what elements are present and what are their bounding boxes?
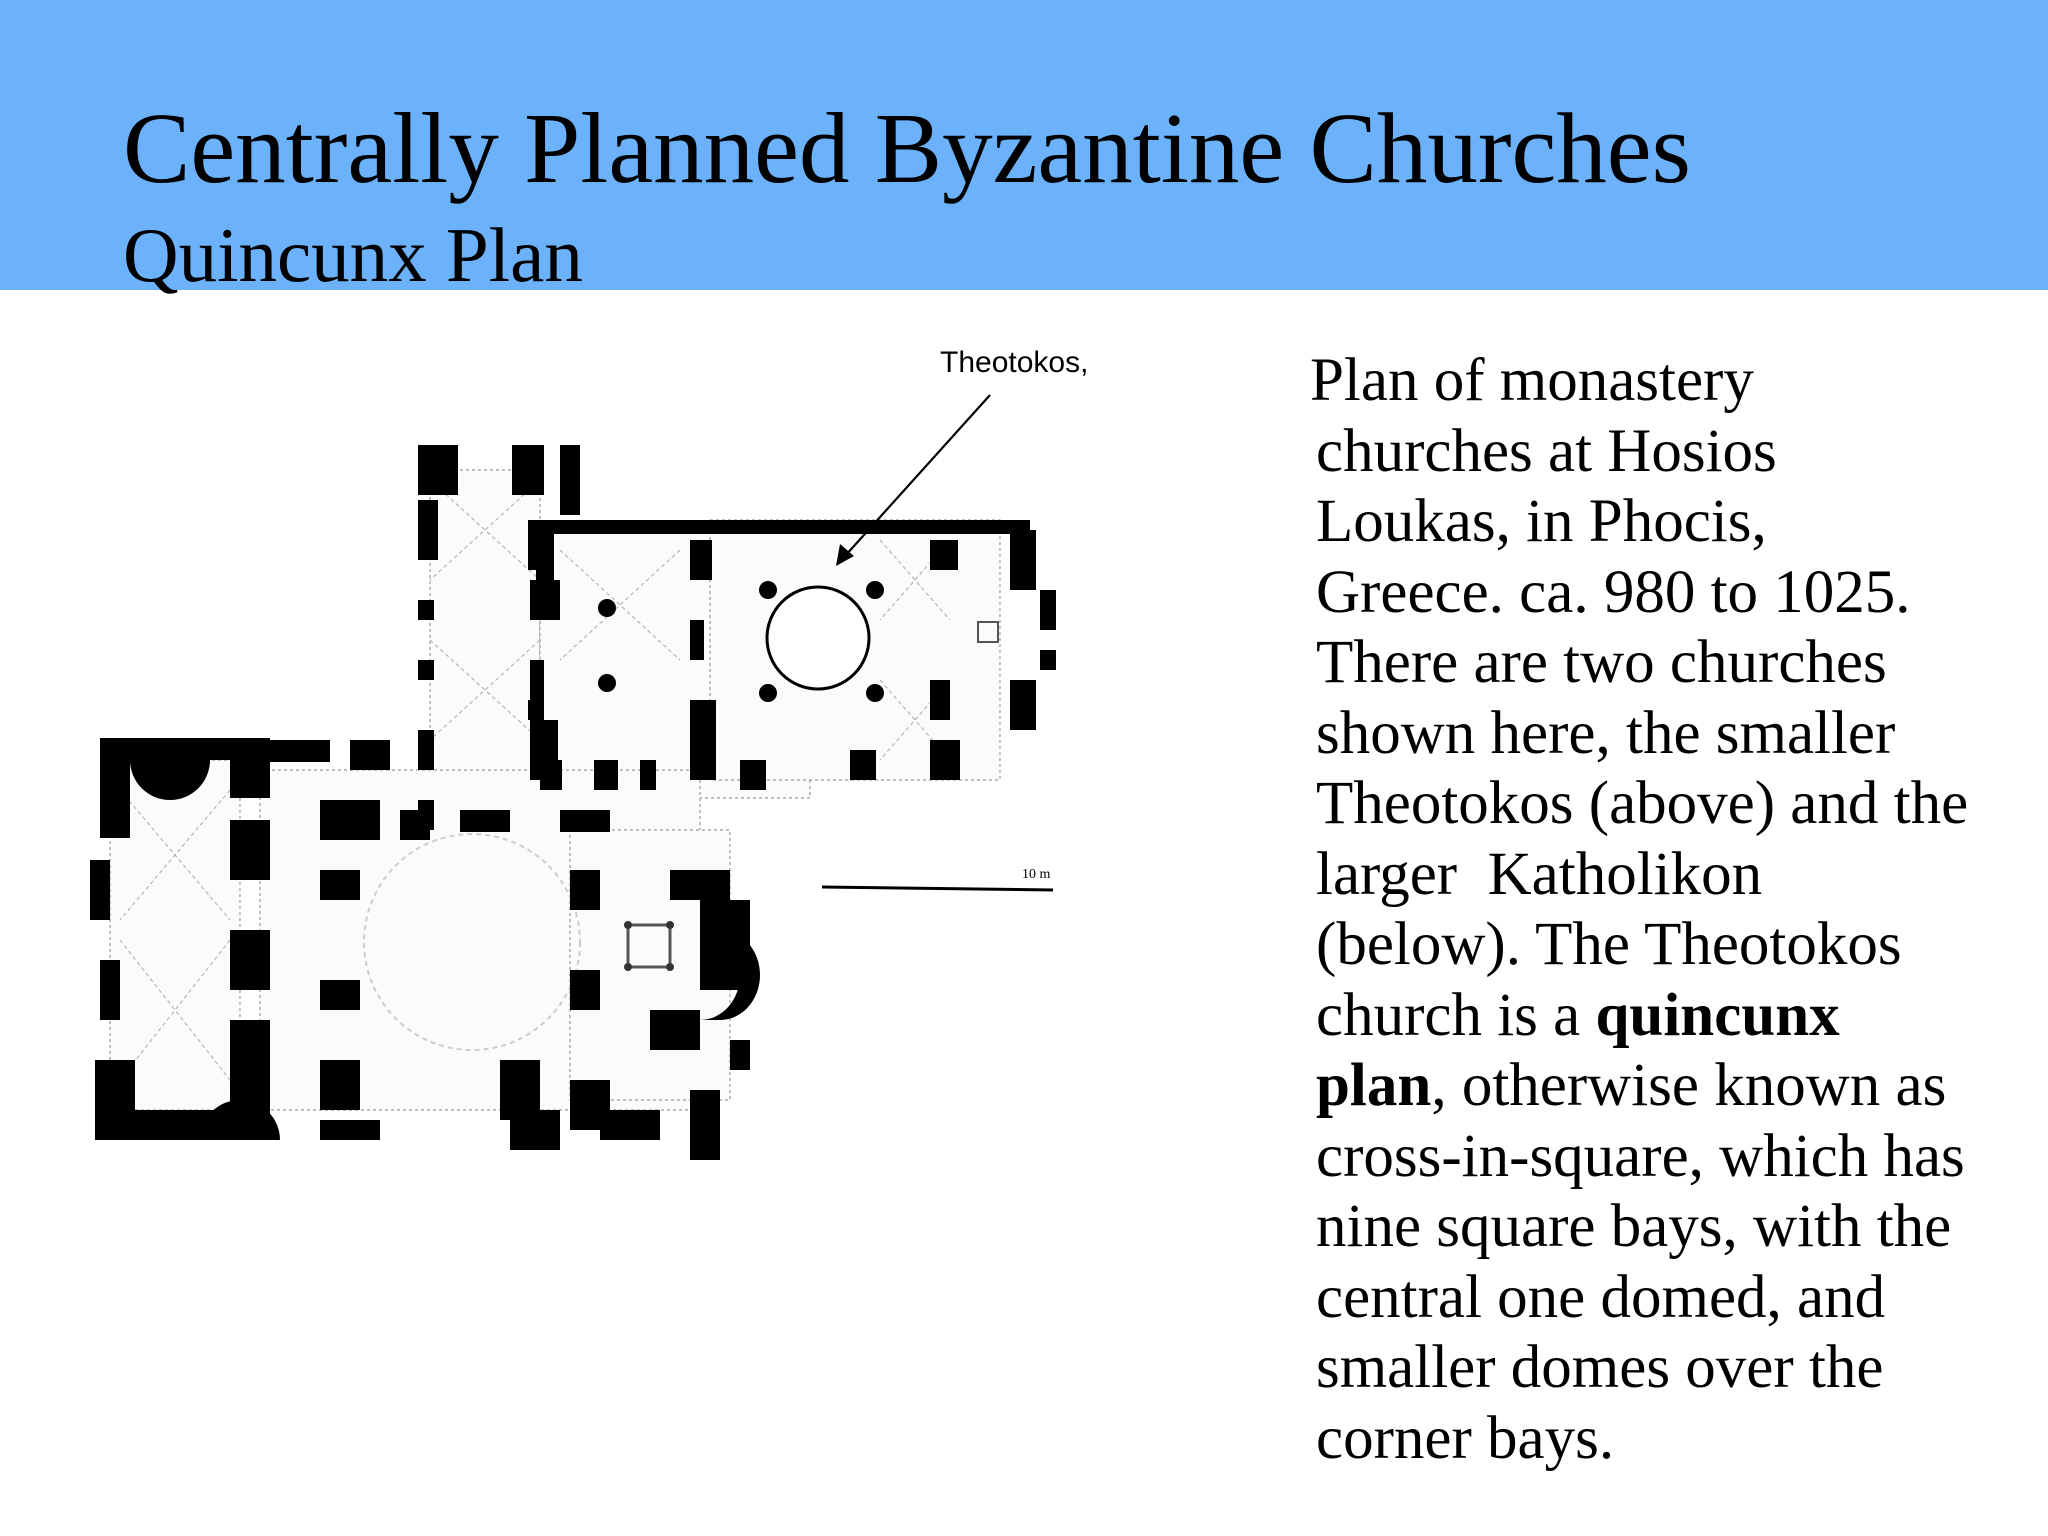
body-line bbox=[1316, 981, 2036, 1052]
body-line: Greece. ca. 980 to 1025. bbox=[1316, 558, 1911, 626]
body-line: central one domed, and bbox=[1316, 1263, 1886, 1331]
body-text-span: church is a bbox=[1316, 981, 1596, 1049]
body-line: shown here, the smaller bbox=[1316, 699, 1896, 767]
body-line: nine square bays, with the bbox=[1316, 1193, 1952, 1260]
body-line: churches at Hosios bbox=[1316, 417, 1777, 485]
body-line: Theotokos (above) and the bbox=[1316, 770, 1969, 837]
body-line: Loukas, in Phocis, bbox=[1316, 488, 1767, 555]
body-line bbox=[1316, 1051, 2036, 1122]
body-line: larger Katholikon bbox=[1316, 840, 1763, 908]
body-text-span: , otherwise known as bbox=[1431, 1052, 1947, 1119]
body-line: cross-in-square, which has bbox=[1316, 1122, 1965, 1190]
floor-plan-image bbox=[0, 290, 1200, 1536]
body-line: corner bays. bbox=[1316, 1404, 1615, 1472]
slide-subtitle: Quincunx Plan bbox=[123, 212, 583, 298]
body-line: There are two churches bbox=[1316, 629, 1887, 696]
plan-term: plan bbox=[1316, 1052, 1432, 1119]
scale-label: 10 m bbox=[1022, 867, 1051, 882]
body-line: (below). The Theotokos bbox=[1316, 911, 1902, 978]
slide-body-text bbox=[1310, 346, 2036, 1474]
body-line: Plan of monastery bbox=[1310, 347, 1754, 414]
body-line: smaller domes over the bbox=[1316, 1334, 1884, 1401]
theotokos-callout-label: Theotokos, bbox=[940, 346, 1089, 379]
slide-title: Centrally Planned Byzantine Churches bbox=[123, 92, 1691, 204]
quincunx-term: quincunx bbox=[1595, 981, 1840, 1049]
